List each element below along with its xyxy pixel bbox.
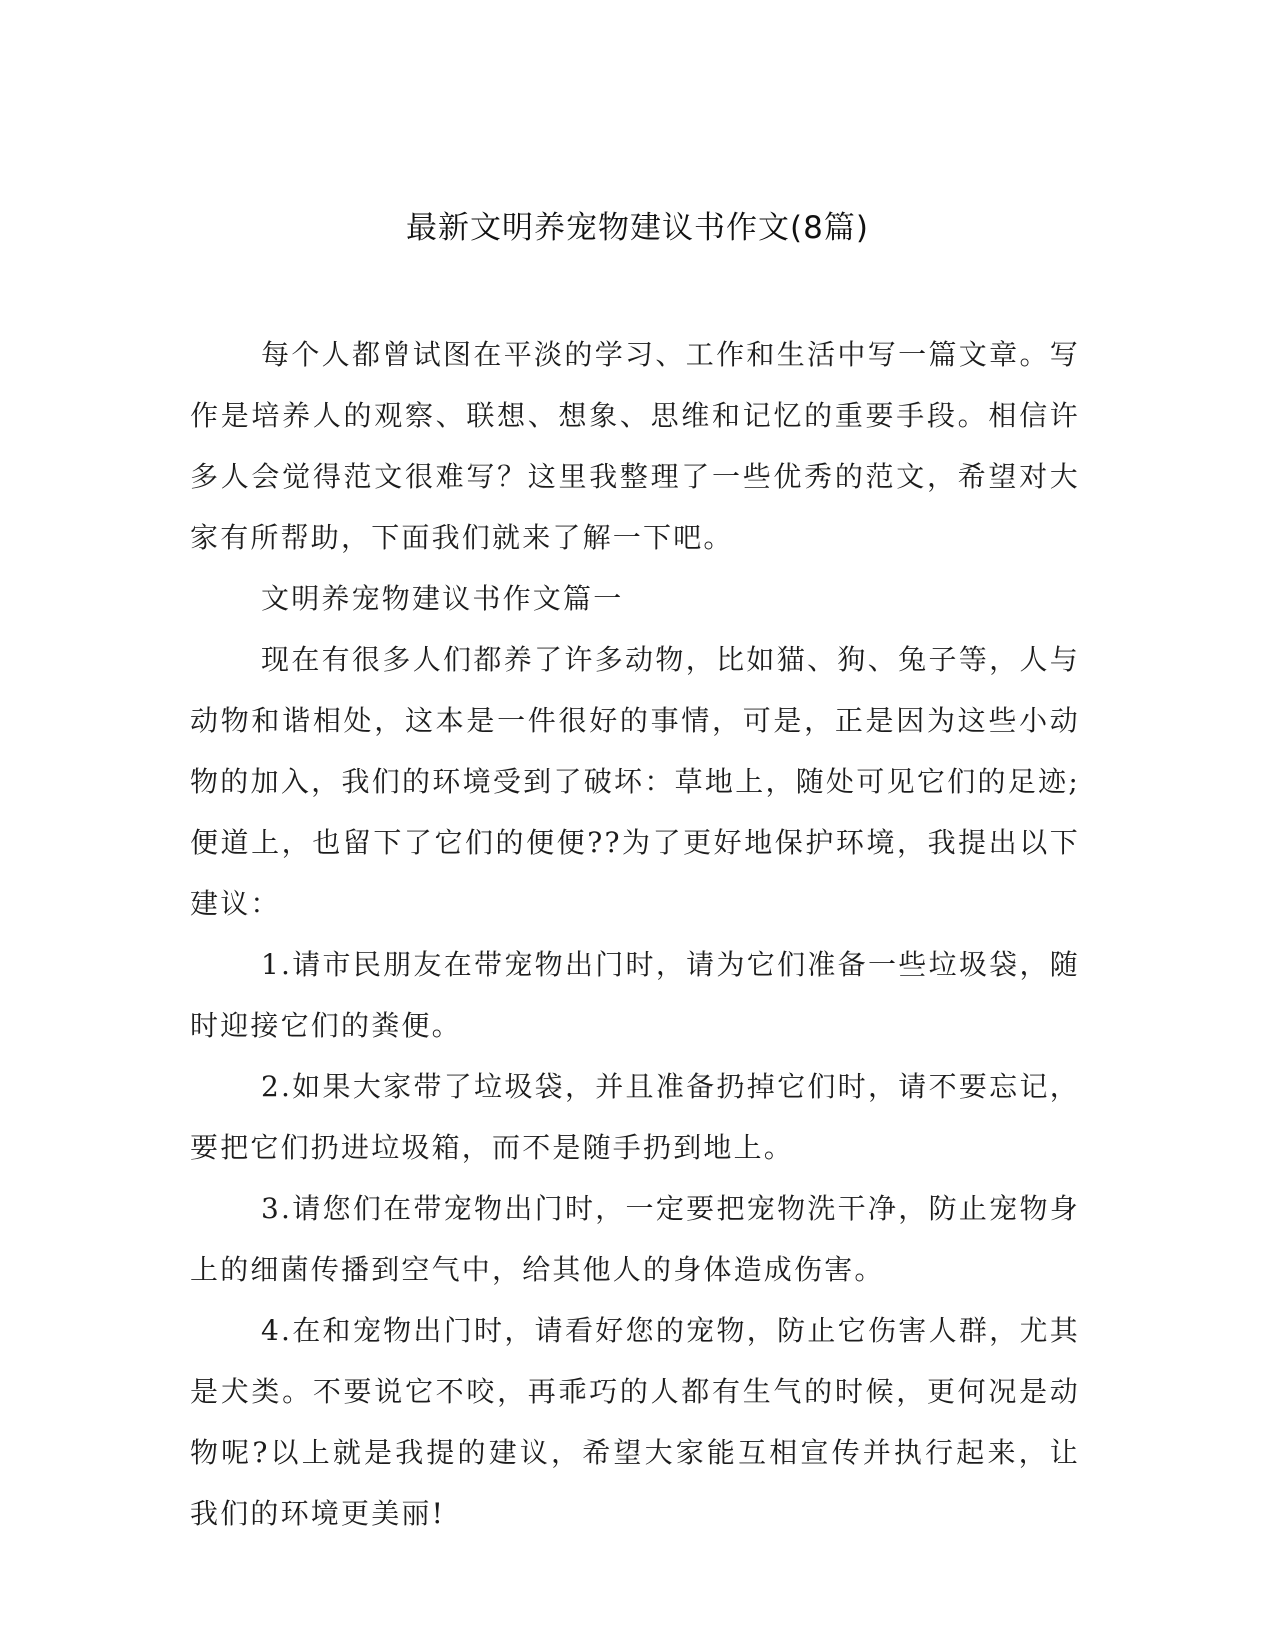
intro-paragraph: 每个人都曾试图在平淡的学习、工作和生活中写一篇文章。写作是培养人的观察、联想、想象、思维和记忆的重要手段。相信许多人会觉得范文很难写？这里我整理了一些优秀的范文，希望对大家有所帮助，下面我们就来了解一下吧。 xyxy=(190,338,1080,554)
suggestion-3: 3.请您们在带宠物出门时，一定要把宠物洗干净，防止宠物身上的细菌传播到空气中，给其他人的身体造成伤害。 xyxy=(190,1192,1080,1286)
suggestion-2: 2.如果大家带了垃圾袋，并且准备扔掉它们时，请不要忘记，要把它们扔进垃圾箱，而不是随手扔到地上。 xyxy=(190,1070,1080,1164)
suggestion-1: 1.请市民朋友在带宠物出门时，请为它们准备一些垃圾袋，随时迎接它们的粪便。 xyxy=(190,948,1080,1042)
section-heading: 文明养宠物建议书作文篇一 xyxy=(261,582,624,615)
suggestion-4: 4.在和宠物出门时，请看好您的宠物，防止它伤害人群，尤其是犬类。不要说它不咬，再乖巧的人都有生气的时候，更何况是动物呢?以上就是我提的建议，希望大家能互相宣传并执行起来，让我们的环境更美丽! xyxy=(190,1314,1080,1530)
body-paragraph: 现在有很多人们都养了许多动物，比如猫、狗、兔子等，人与动物和谐相处，这本是一件很好的事情，可是，正是因为这些小动物的加入，我们的环境受到了破坏：草地上，随处可见它们的足迹;便道上，也留下了它们的便便??为了更好地保护环境，我提出以下建议： xyxy=(190,643,1080,920)
document-body xyxy=(190,324,1080,1544)
document-title: 最新文明养宠物建议书作文(8篇) xyxy=(406,210,869,246)
